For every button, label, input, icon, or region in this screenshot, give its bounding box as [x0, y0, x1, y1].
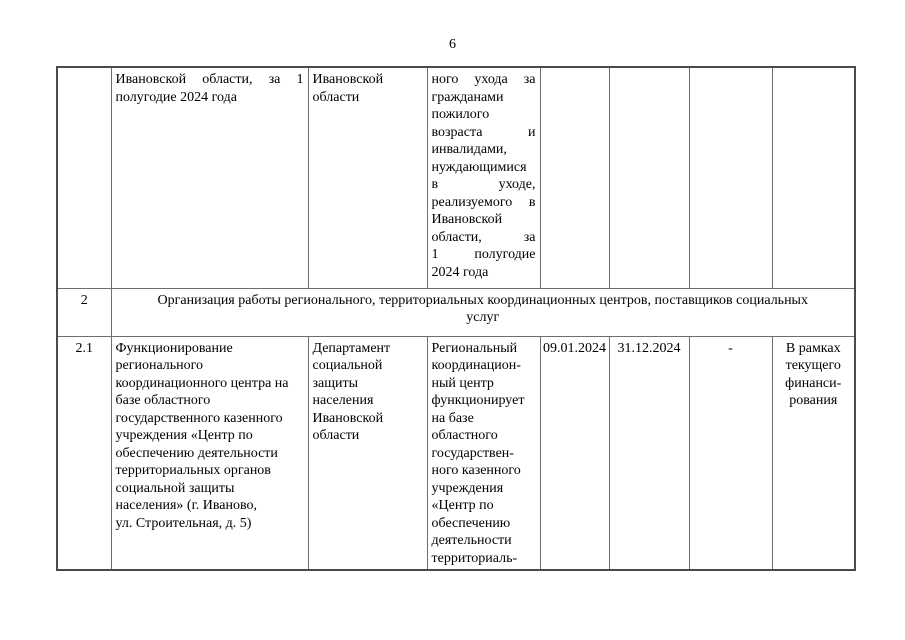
- text-line: обеспечению деятельности: [115, 445, 278, 461]
- cell-result: [427, 336, 540, 570]
- text-line: пожилого: [431, 107, 490, 122]
- text-line: ного казенного: [431, 463, 521, 478]
- text-line: Ивановской области, за 1: [115, 72, 304, 87]
- table-row-continuation: [57, 67, 855, 288]
- text-line: Ивановской: [312, 410, 384, 426]
- text-line: Организация работы регионального, территориальных координационных центров, поставщиков социальных: [157, 292, 808, 308]
- text-line: Функционирование: [115, 340, 233, 356]
- text-line: защиты: [312, 375, 359, 391]
- cell-empty: [609, 67, 689, 288]
- cell-result-continuation: [427, 67, 540, 288]
- text-line: области: [312, 428, 360, 443]
- text-line: функционирует: [431, 393, 525, 408]
- text-line: ул. Строительная, д. 5): [115, 515, 252, 531]
- cell-activity-continuation: [111, 67, 308, 288]
- text-line: обеспечению: [431, 515, 511, 531]
- cell-date-start: 09.01.2024: [540, 336, 609, 570]
- text-line: на базе: [431, 410, 474, 426]
- text-line: в уходе,: [431, 177, 536, 192]
- text-line: области: [312, 89, 360, 105]
- text-line: рования: [789, 393, 838, 408]
- text-line: регионального: [115, 358, 204, 373]
- cell-number-empty: [57, 67, 111, 288]
- page-number: 6: [449, 37, 456, 52]
- text-line: гражданами: [431, 89, 504, 105]
- text-line: инвалидами,: [431, 142, 507, 157]
- text-line: нуждающимися: [431, 159, 527, 175]
- text-line: территориаль-: [431, 550, 518, 566]
- text-line: населения» (г. Иваново,: [115, 498, 258, 513]
- text-line: финанси-: [785, 375, 842, 391]
- text-line: реализуемого в: [431, 194, 536, 210]
- cell-funding-source: [772, 336, 855, 570]
- text-line: «Центр по: [431, 498, 494, 513]
- text-line: Ивановской: [431, 212, 503, 227]
- text-line: социальной защиты: [115, 480, 235, 496]
- cell-section-title: [111, 288, 855, 336]
- text-line: возраста и: [431, 124, 536, 140]
- text-line: государствен-: [431, 445, 514, 461]
- cell-item-number: 2.1: [57, 336, 111, 570]
- cell-funding-amount: -: [689, 336, 772, 570]
- text-line: областного: [431, 428, 498, 443]
- text-line: учреждения: [431, 480, 504, 496]
- cell-empty: [689, 67, 772, 288]
- text-line: области, за: [431, 229, 536, 245]
- text-line: 2024 года: [431, 264, 489, 280]
- text-line: полугодие 2024 года: [115, 89, 237, 105]
- cell-section-number: 2: [57, 288, 111, 336]
- text-line: координационного центра на: [115, 375, 289, 391]
- text-line: Ивановской: [312, 72, 384, 87]
- table-row-item: [57, 336, 855, 570]
- cell-date-end: 31.12.2024: [609, 336, 689, 570]
- text-line: деятельности: [431, 533, 512, 548]
- cell-executor-continuation: [308, 67, 427, 288]
- text-line: территориальных органов: [115, 463, 271, 478]
- cell-activity: [111, 336, 308, 570]
- plan-table: [56, 66, 856, 571]
- cell-empty: [540, 67, 609, 288]
- text-line: государственного казенного: [115, 410, 283, 426]
- text-line: 1 полугодие: [431, 247, 536, 262]
- text-line: услуг: [466, 310, 500, 325]
- text-line: В рамках: [785, 340, 841, 356]
- text-line: текущего: [785, 358, 841, 373]
- text-line: населения: [312, 393, 374, 408]
- text-line: ный центр: [431, 375, 494, 391]
- text-line: координацион-: [431, 358, 521, 373]
- text-line: ного ухода за: [431, 72, 536, 87]
- text-line: учреждения «Центр по: [115, 428, 253, 443]
- table-row-section: [57, 288, 855, 336]
- text-line: социальной: [312, 358, 383, 373]
- cell-executor: [308, 336, 427, 570]
- text-line: Департамент: [312, 340, 391, 356]
- text-line: базе областного: [115, 393, 211, 408]
- cell-empty: [772, 67, 855, 288]
- text-line: Региональный: [431, 340, 518, 356]
